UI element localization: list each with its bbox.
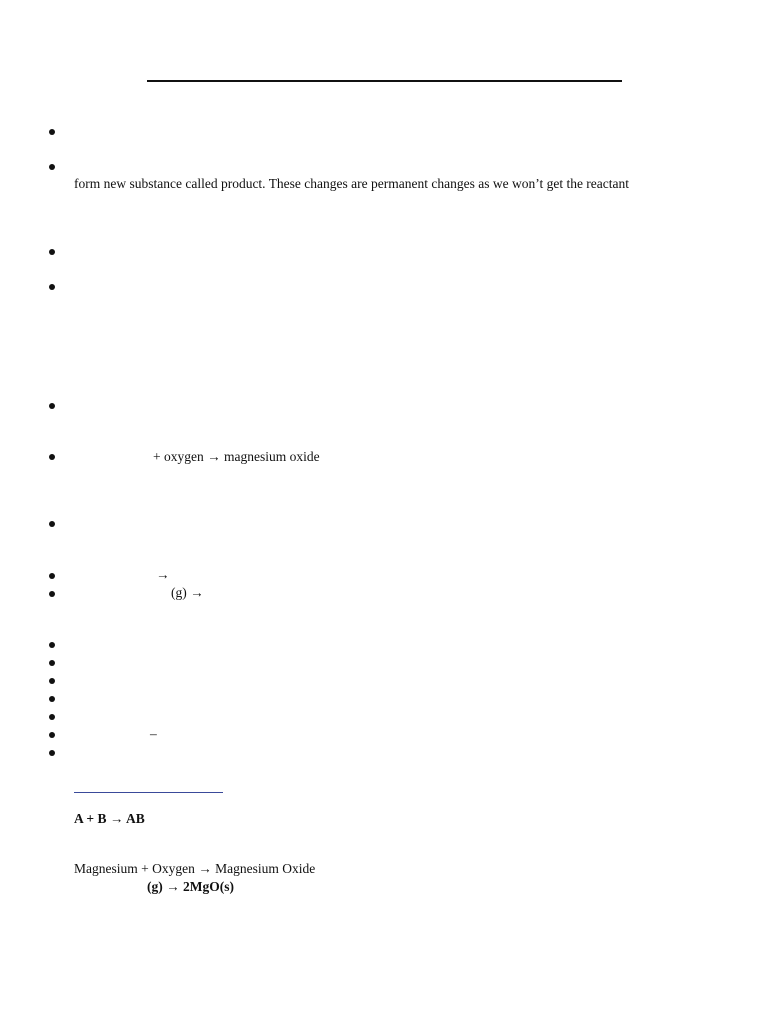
link-underline (74, 792, 223, 793)
paragraph-line: form new substance called product. These changes are permanent changes as we won’t get the reactant (74, 176, 630, 191)
bullet-marker (49, 642, 55, 648)
bullet-marker (49, 573, 55, 579)
gas-arrow-fragment: (g) → (171, 585, 204, 600)
bullet-marker (49, 129, 55, 135)
bullet-marker (49, 696, 55, 702)
bullet-marker (49, 750, 55, 756)
bullet-marker (49, 521, 55, 527)
general-equation: A + B → AB (74, 811, 145, 826)
bullet-marker (49, 660, 55, 666)
example-symbol-equation: (g) → 2MgO(s) (147, 879, 234, 894)
bullet-marker (49, 714, 55, 720)
top-horizontal-rule (147, 80, 622, 82)
bullet-marker (49, 454, 55, 460)
bullet-marker (49, 164, 55, 170)
bullet-marker (49, 284, 55, 290)
dash-fragment: – (150, 726, 157, 741)
bullet-marker (49, 249, 55, 255)
bullet-marker (49, 591, 55, 597)
bullet-marker (49, 678, 55, 684)
bullet-marker (49, 732, 55, 738)
arrow-fragment: → (156, 567, 170, 582)
bullet-marker (49, 403, 55, 409)
example-word-equation: Magnesium + Oxygen → Magnesium Oxide (74, 861, 316, 876)
word-equation-fragment: + oxygen → magnesium oxide (153, 449, 320, 464)
